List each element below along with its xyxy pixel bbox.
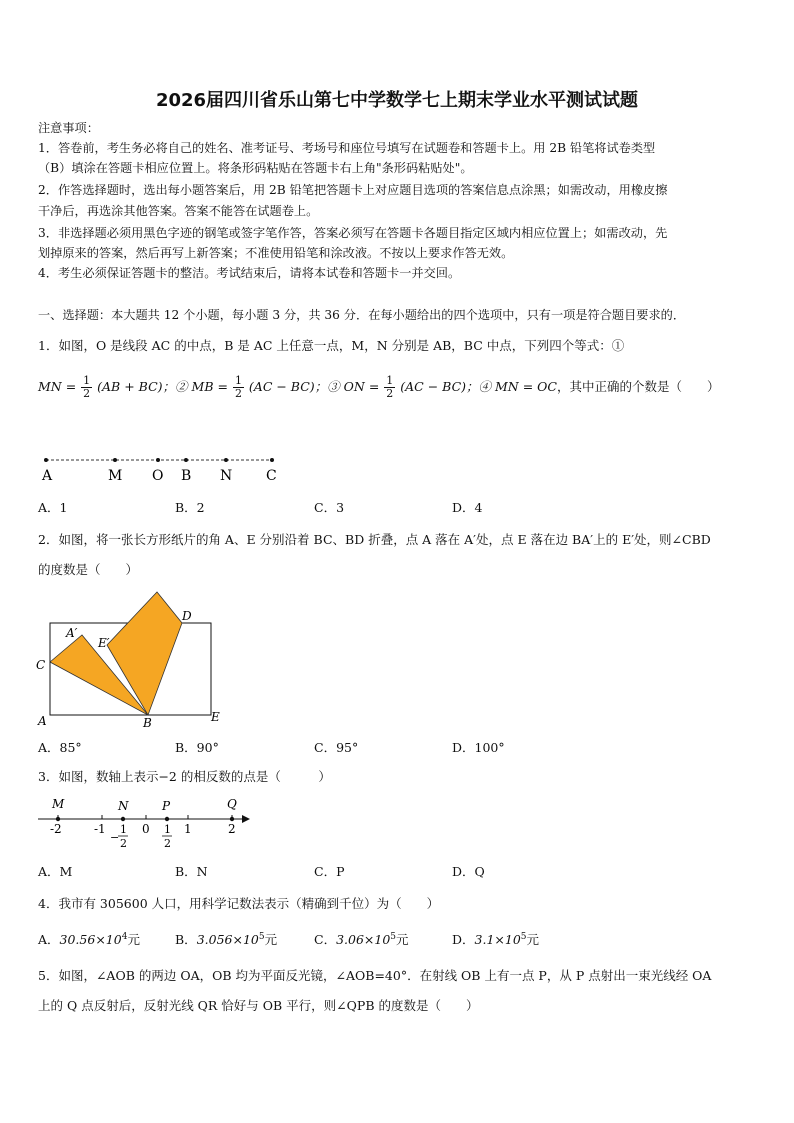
label-a: A xyxy=(38,714,47,728)
q2-stem: 2．如图，将一张长方形纸片的角 A、E 分别沿着 BC、BD 折叠，点 A 落在 A′处，点 E 落在边 BA′上的 E′处，则∠CBD xyxy=(38,532,711,547)
tick-label: 2 xyxy=(228,822,236,836)
half-fraction: $\frac{1}{2}$ xyxy=(83,374,91,400)
option-b[interactable]: B．N xyxy=(175,864,208,879)
option-d[interactable]: D．$3.1\times 10^5$元 xyxy=(452,931,540,947)
q1-eq1-left: MN = xyxy=(38,379,77,394)
page-title: 2026届四川省乐山第七中学数学七上期末学业水平测试试题 xyxy=(155,90,639,111)
notice-line: 1．答卷前，考生务必将自己的姓名、准考证号、考场号和座位号填写在试题卷和答题卡上。用 2B 铅笔将试卷类型 xyxy=(38,141,656,155)
label-e: E xyxy=(211,710,220,724)
notice-line: （B）填涂在答题卡相应位置上。将条形码粘贴在答题卡右上角"条形码粘贴处"。 xyxy=(38,161,473,175)
option-a[interactable]: A．$30.56\times 10^4$元 xyxy=(38,931,140,947)
half-num: 1 xyxy=(120,823,127,836)
q2-stem: 的度数是（ ） xyxy=(38,562,139,577)
minus-sign: − xyxy=(110,831,120,844)
q4-options xyxy=(38,930,758,950)
notice-heading: 注意事项： xyxy=(38,121,99,135)
q1-eq4: MN = OC xyxy=(495,379,557,394)
option-d[interactable]: D．Q xyxy=(452,864,485,879)
tick-label: -1 xyxy=(94,822,106,836)
label-b: B xyxy=(143,716,152,730)
q3-number-line xyxy=(36,792,256,852)
option-a[interactable]: A．M xyxy=(38,864,73,879)
notice-line: 3．非选择题必须用黑色字迹的钢笔或签字笔作答，答案必须写在答题卡各题目指定区域内相应位置上；如需改动，先 xyxy=(38,226,668,240)
option-c[interactable]: C．3 xyxy=(314,500,345,515)
q1-eq3-left: ON = xyxy=(343,379,380,394)
label-d: D xyxy=(182,609,192,623)
option-a[interactable]: A．1 xyxy=(38,500,68,515)
section-heading: 一、选择题：本大题共 12 个小题，每小题 3 分，共 36 分．在每小题给出的四个选项中，只有一项是符合题目要求的． xyxy=(38,308,686,322)
label-a-prime: A′ xyxy=(66,626,78,640)
point-label-n: N xyxy=(220,468,233,484)
q1-stem: 1．如图，O 是线段 AC 的中点，B 是 AC 上任意一点，M，N 分别是 AB，BC 中点，下列四个等式：① xyxy=(38,338,625,353)
half-num: 1 xyxy=(164,823,171,836)
q3-stem: 3．如图，数轴上表示−2 的相反数的点是（ ） xyxy=(38,769,331,784)
q1-equations xyxy=(38,370,758,404)
option-a[interactable]: A．85° xyxy=(38,740,82,755)
half-fraction: $\frac{1}{2}$ xyxy=(386,374,394,400)
label-c: C xyxy=(36,658,46,672)
q2-fold-figure xyxy=(30,585,230,733)
point-label-o: O xyxy=(152,468,164,484)
option-c[interactable]: C．95° xyxy=(314,740,359,755)
q1-options xyxy=(38,498,758,518)
point-label-a: A xyxy=(42,468,53,484)
point-label-q: Q xyxy=(227,797,237,811)
option-c[interactable]: C．$3.06\times 10^5$元 xyxy=(314,931,409,947)
q1-eq1-right: (AB + BC)；② xyxy=(97,379,188,394)
point-label-p: P xyxy=(162,799,171,813)
q2-options xyxy=(38,738,758,758)
notice-line: 干净后，再选涂其他答案。答案不能答在试题卷上。 xyxy=(38,204,319,218)
label-e-prime: E′ xyxy=(98,636,110,650)
point-label-b: B xyxy=(181,468,192,484)
option-b[interactable]: B．90° xyxy=(175,740,219,755)
half-fraction: $\frac{1}{2}$ xyxy=(234,374,242,400)
q1-eq2-left: MB = xyxy=(191,379,228,394)
tick-label: -2 xyxy=(50,822,62,836)
point-label-m: M xyxy=(52,797,65,811)
q1-eq2-right: (AC − BC)；③ xyxy=(248,379,340,394)
option-d[interactable]: D．100° xyxy=(452,740,505,755)
point-label-n: N xyxy=(118,799,129,813)
option-d[interactable]: D．4 xyxy=(452,500,483,515)
half-den: 2 xyxy=(164,837,171,850)
q5-stem: 上的 Q 点反射后，反射光线 QR 恰好与 OB 平行，则∠QPB 的度数是（ ） xyxy=(38,998,479,1013)
notice-line: 划掉原来的答案，然后再写上新答案；不准使用铅笔和涂改液。不按以上要求作答无效。 xyxy=(38,246,514,260)
q1-eq3-right: (AC − BC)；④ xyxy=(400,379,492,394)
tick-label: 1 xyxy=(184,822,192,836)
point-label-c: C xyxy=(266,468,277,484)
q5-stem: 5．如图，∠AOB 的两边 OA，OB 均为平面反光镜，∠AOB=40°．在射线 OB 上有一点 P，从 P 点射出一束光线经 OA xyxy=(38,968,712,983)
option-c[interactable]: C．P xyxy=(314,864,345,879)
tick-label: 0 xyxy=(142,822,150,836)
q3-options xyxy=(38,862,758,882)
point-label-m: M xyxy=(108,468,123,484)
q1-tail: ，其中正确的个数是（ ） xyxy=(556,379,720,394)
q1-segment-figure xyxy=(36,452,286,488)
option-b[interactable]: B．$3.056\times 10^5$元 xyxy=(175,931,278,947)
half-den: 2 xyxy=(120,837,127,850)
notice-line: 2．作答选择题时，选出每小题答案后，用 2B 铅笔把答题卡上对应题目选项的答案信息点涂黑；如需改动，用橡皮擦 xyxy=(38,183,668,197)
q4-stem: 4．我市有 305600 人口，用科学记数法表示（精确到千位）为（ ） xyxy=(38,896,440,911)
option-b[interactable]: B．2 xyxy=(175,500,205,515)
notice-line: 4．考生必须保证答题卡的整洁。考试结束后，请将本试卷和答题卡一并交回。 xyxy=(38,266,461,280)
